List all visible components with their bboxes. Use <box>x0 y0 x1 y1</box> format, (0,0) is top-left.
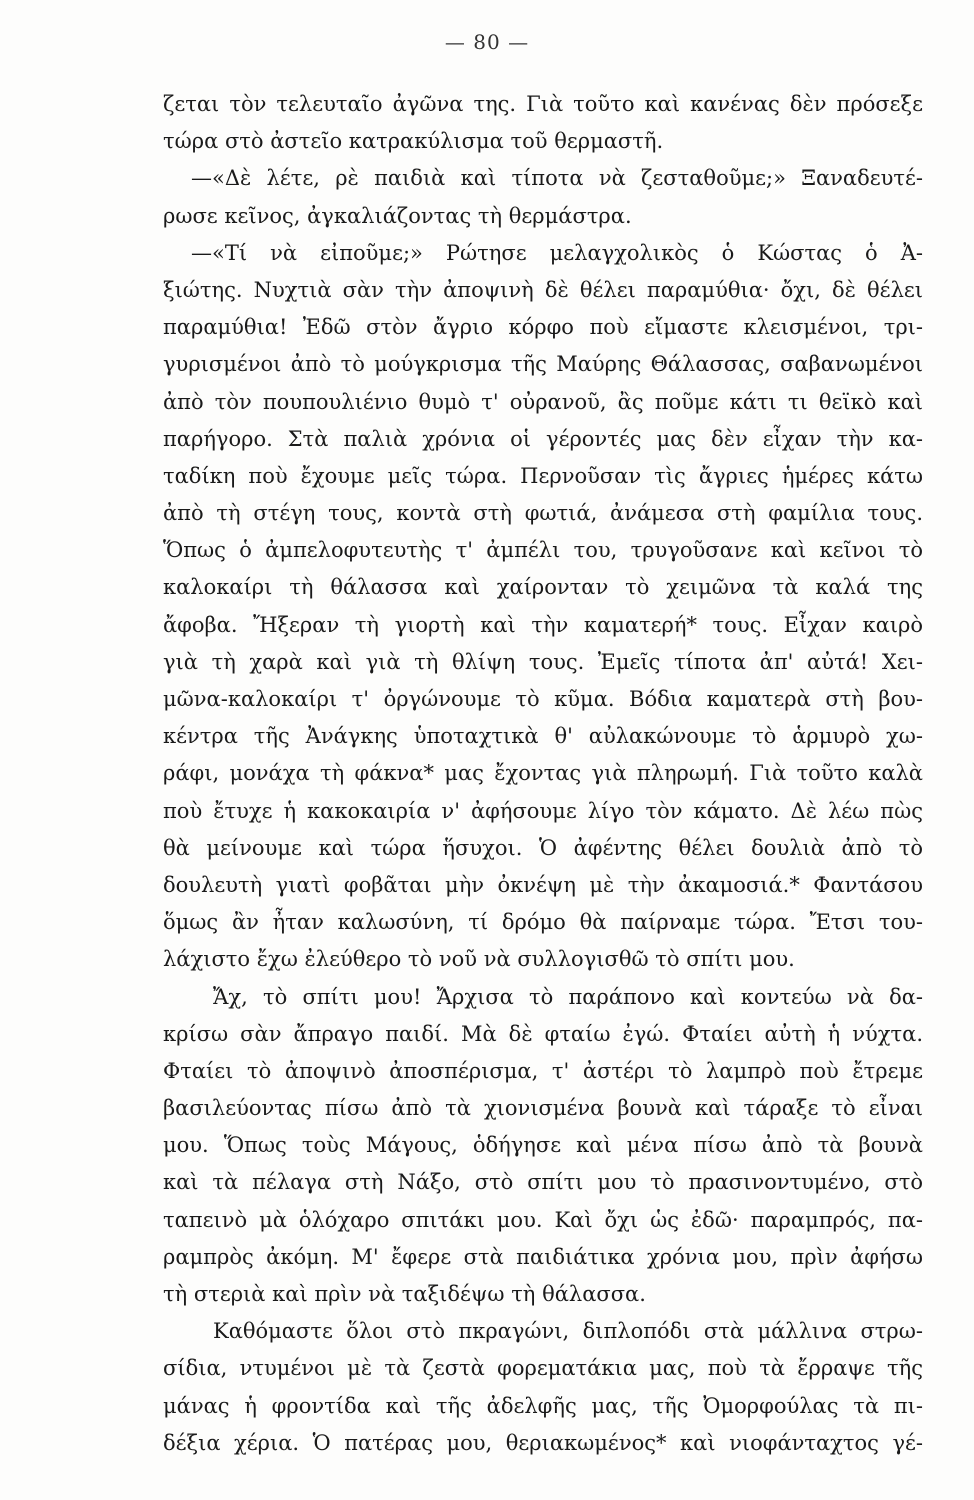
text-line: μάνας ἡ φροντίδα καὶ τῆς ἀδελφῆς μας, τῆς Ὀμορφούλας τὰ πι- <box>163 1393 923 1418</box>
text-line: θὰ μείνουμε καὶ τώρα ἥσυχοι. Ὁ ἀφέντης θέλει δουλιὰ ἀπὸ τὸ <box>163 835 923 860</box>
text-line: Φταίει τὸ ἀποψινὸ ἀποσπέρισμα, τ' ἀστέρι τὸ λαμπρὸ ποὺ ἔτρεμε <box>163 1058 923 1083</box>
text-line: τὴ στεριὰ καὶ πρὶν νὰ ταξιδέψω τὴ θάλασσα. <box>163 1282 646 1306</box>
text-line: καὶ τὰ πέλαγα στὴ Νάξο, στὸ σπίτι μου τὸ πρασινοντυμένο, στὸ <box>163 1170 923 1195</box>
text-line: κρίσω σὰν ἄπραγο παιδί. Μὰ δὲ φταίω ἐγώ. Φταίει αὐτὴ ἡ νύχτα. <box>163 1021 923 1046</box>
text-line: δουλευτὴ γιατὶ φοβᾶται μὴν ὀκνέψη μὲ τὴν ἀκαμοσιά.* Φαντάσου <box>163 872 923 897</box>
text-line: καλοκαίρι τὴ θάλασσα καὶ χαίρονταν τὸ χειμῶνα τὰ καλά της <box>163 575 923 600</box>
text-line: ραμπρὸς ἀκόμη. Μ' ἔφερε στὰ παιδιάτικα χρόνια μου, πρὶν ἀφήσω <box>163 1244 923 1269</box>
text-line: κέντρα τῆς Ἀνάγκης ὑποταχτικὰ θ' αὐλακώνουμε τὸ ἁρμυρὸ χω- <box>163 724 923 749</box>
text-line: —«Τί νὰ εἰποῦμε;» Ρώτησε μελαγχολικὸς ὁ Κώστας ὁ Ἀ- <box>191 240 923 265</box>
page-number: — 80 — <box>444 30 530 54</box>
text-line: Ὅπως ὁ ἀμπελοφυτευτὴς τ' ἀμπέλι του, τρυγοῦσανε καὶ κεῖνοι τὸ <box>163 538 923 563</box>
text-line: παραμύθια! Ἐδῶ στὸν ἄγριο κόρφο ποὺ εἴμαστε κλεισμένοι, τρι- <box>163 315 923 340</box>
text-line: λάχιστο ἔχω ἐλεύθερο τὸ νοῦ νὰ συλλογισθῶ τὸ σπίτι μου. <box>163 947 795 972</box>
text-line: ρωσε κεῖνος, ἀγκαλιάζοντας τὴ θερμάστρα. <box>163 203 632 228</box>
text-line: ὅμως ἂν ἦταν καλωσύνη, τί δρόμο θὰ παίρναμε τώρα. Ἔτσι του- <box>163 910 923 935</box>
text-line: τώρα στὸ ἀστεῖο κατρακύλισμα τοῦ θερμαστῆ. <box>163 129 664 154</box>
text-line: ἀπὸ τὸν πουπουλιένιο θυμὸ τ' οὐρανοῦ, ἂς ποῦμε κάτι τι θεϊκὸ καὶ <box>163 389 923 414</box>
text-line: Ἄχ, τὸ σπίτι μου! Ἄρχισα τὸ παράπονο καὶ κοντεύω νὰ δα- <box>213 984 923 1009</box>
text-line: γυρισμένοι ἀπὸ τὸ μούγκρισμα τῆς Μαύρης Θάλασσας, σαβανωμένοι <box>163 352 923 377</box>
text-line: μου. Ὅπως τοὺς Μάγους, ὁδήγησε καὶ μένα πίσω ἀπὸ τὰ βουνὰ <box>163 1133 923 1158</box>
text-line: ταδίκη ποὺ ἔχουμε μεῖς τώρα. Περνοῦσαν τὶς ἄγριες ἡμέρες κάτω <box>163 463 923 488</box>
text-line: ἄφοβα. Ἤξεραν τὴ γιορτὴ καὶ τὴν καματερή* τους. Εἶχαν καιρὸ <box>163 612 923 637</box>
text-line: ἀπὸ τὴ στέγη τους, κοντὰ στὴ φωτιά, ἀνάμεσα στὴ φαμίλια τους. <box>163 501 923 526</box>
text-line: ράφι, μονάχα τὴ φάκνα* μας ἔχοντας γιὰ πληρωμή. Γιὰ τοῦτο καλὰ <box>163 761 923 786</box>
text-line: παρήγορο. Στὰ παλιὰ χρόνια οἱ γέροντές μας δὲν εἶχαν τὴν κα- <box>163 426 923 451</box>
text-line: ταπεινὸ μὰ ὁλόχαρο σπιτάκι μου. Καὶ ὄχι ὡς ἐδῶ· παραμπρός, πα- <box>163 1207 923 1232</box>
text-line: ποὺ ἔτυχε ἡ κακοκαιρία ν' ἀφήσουμε λίγο τὸν κάματο. Δὲ λέω πὼς <box>163 798 923 823</box>
text-line: ξιώτης. Νυχτιὰ σὰν τὴν ἀποψινὴ δὲ θέλει παραμύθια· ὄχι, δὲ θέλει <box>163 277 923 302</box>
text-line: δέξια χέρια. Ὁ πατέρας μου, θεριακωμένος* καὶ νιοφάνταχτος γέ- <box>163 1430 923 1455</box>
text-line: γιὰ τὴ χαρὰ καὶ γιὰ τὴ θλίψη τους. Ἐμεῖς τίποτα ἀπ' αὐτά! Χει- <box>163 649 923 674</box>
text-line: μῶνα-καλοκαίρι τ' ὀργώνουμε τὸ κῦμα. Βόδια καματερὰ στὴ βου- <box>163 687 923 711</box>
text-line: σίδια, ντυμένοι μὲ τὰ ζεστὰ φορεματάκια μας, ποὺ τὰ ἔρραψε τῆς <box>163 1356 923 1381</box>
text-line: ζεται τὸν τελευταῖο ἀγῶνα της. Γιὰ τοῦτο καὶ κανένας δὲν πρόσεξε <box>163 92 923 116</box>
text-line: —«Δὲ λέτε, ρὲ παιδιὰ καὶ τίποτα νὰ ζεσταθοῦμε;» Ξαναδευτέ- <box>191 166 923 191</box>
text-line: βασιλεύοντας πίσω ἀπὸ τὰ χιονισμένα βουνὰ καὶ τάραξε τὸ εἶναι <box>163 1096 923 1121</box>
body-text <box>163 86 923 1462</box>
text-line: Καθόμαστε ὅλοι στὸ πκραγώνι, διπλοπόδι στὰ μάλλινα στρω- <box>213 1319 923 1344</box>
